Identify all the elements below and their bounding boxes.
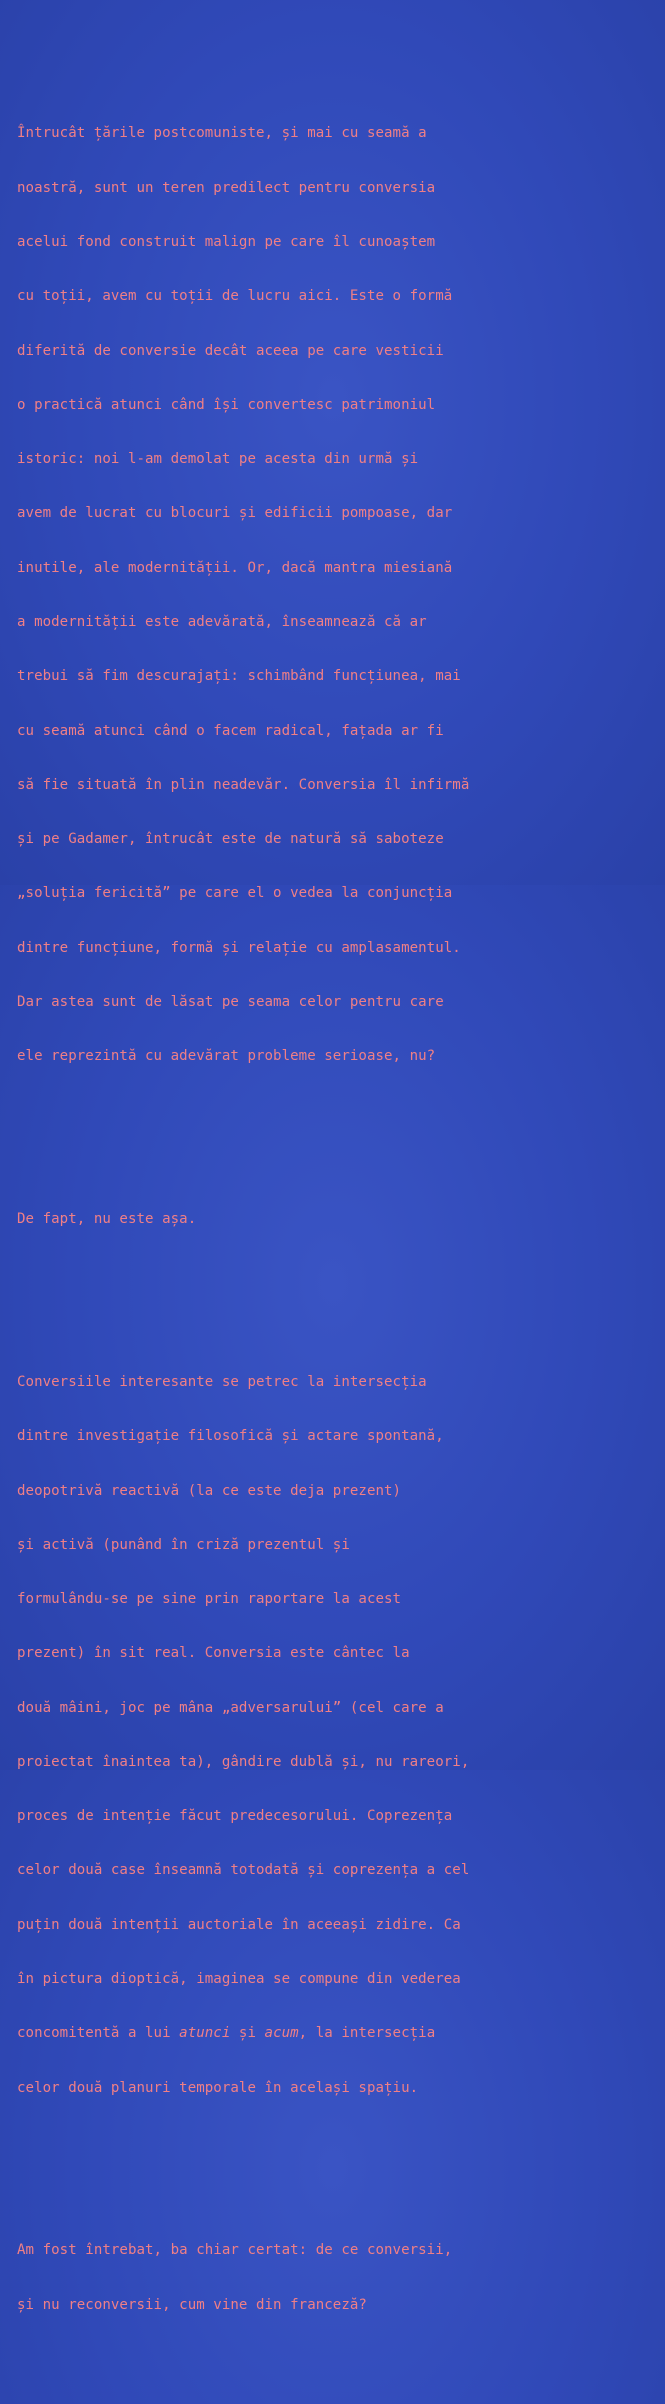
text-line: Am fost întrebat, ba chiar certat: de ce conversii,	[17, 2242, 453, 2259]
text-line: să fie situată în plin neadevăr. Conversia îl infirmă	[17, 776, 470, 793]
text-line: istoric: noi l-am demolat pe acesta din urmă și	[17, 451, 419, 468]
text-line: și pe Gadamer, întrucât este de natură să saboteze	[17, 831, 444, 848]
text-line: Conversiile interesante se petrec la intersecția	[17, 1373, 427, 1390]
text-line: cu seamă atunci când o facem radical, fațada ar fi	[17, 722, 444, 739]
text-line: inutile, ale modernității. Or, dacă mantra miesiană	[17, 559, 453, 576]
text-line: avem de lucrat cu blocuri și edificii pompoase, dar	[17, 505, 453, 522]
paragraph-4	[17, 2205, 657, 2350]
emphasis-acum: acum	[264, 2025, 299, 2042]
text-line: proiectat înaintea ta), gândire dublă și, nu rareori,	[17, 1753, 470, 1770]
text-line-with-emphasis	[17, 2024, 657, 2042]
text-line: Întrucât țările postcomuniste, și mai cu seamă a	[17, 125, 427, 142]
text-line: dintre investigație filosofică și actare spontană,	[17, 1428, 444, 1445]
text-line: dintre funcțiune, formă și relație cu amplasamentul.	[17, 939, 461, 956]
text-line: trebui să fim descurajați: schimbând funcțiunea, mai	[17, 668, 461, 685]
text-line: și activă (punând în criză prezentul și	[17, 1536, 350, 1553]
text-line: celor două case înseamnă totodată și coprezența a cel	[17, 1862, 470, 1879]
text-line: proces de intenție făcut predecesorului. Coprezența	[17, 1808, 453, 1825]
text-line: două mâini, joc pe mâna „adversarului” (cel care a	[17, 1699, 444, 1716]
text-line: De fapt, nu este așa.	[17, 1211, 197, 1228]
text-fragment: , la intersecția	[298, 2025, 436, 2042]
text-line: prezent) în sit real. Conversia este cântec la	[17, 1645, 410, 1662]
text-line: deopotrivă reactivă (la ce este deja prezent)	[17, 1482, 402, 1499]
text-line: „soluția fericită” pe care el o vedea la conjuncția	[17, 885, 453, 902]
text-line: formulându-se pe sine prin raportare la acest	[17, 1591, 402, 1608]
text-line: acelui fond construit malign pe care îl cunoaștem	[17, 234, 436, 251]
text-line: puțin două intenții auctoriale în aceeași zidire. Ca	[17, 1916, 461, 1933]
text-fragment: concomitentă a lui	[17, 2025, 180, 2042]
text-line: cu toții, avem cu toții de lucru aici. Este o formă	[17, 288, 453, 305]
text-line: ele reprezintă cu adevărat probleme serioase, nu?	[17, 1048, 436, 1065]
text-fragment: și	[230, 2025, 265, 2042]
text-line: în pictura dioptică, imaginea se compune din vederea	[17, 1971, 461, 1988]
text-line: diferită de conversie decât aceea pe care vesticii	[17, 342, 444, 359]
emphasis-atunci: atunci	[179, 2025, 231, 2042]
text-line: Dar astea sunt de lăsat pe seama celor pentru care	[17, 993, 444, 1010]
text-line: celor două planuri temporale în același spațiu.	[17, 2079, 419, 2096]
text-line: o practică atunci când își convertesc patrimoniul	[17, 396, 436, 413]
text-line: a modernității este adevărată, înseamnează că ar	[17, 614, 427, 630]
paragraph-2	[17, 1174, 657, 1264]
paragraph-1	[17, 88, 657, 1101]
document-page	[17, 34, 657, 2404]
text-line: noastră, sunt un teren predilect pentru conversia	[17, 179, 436, 196]
paragraph-3	[17, 1337, 657, 2133]
text-line: și nu reconversii, cum vine din franceză?	[17, 2296, 367, 2313]
